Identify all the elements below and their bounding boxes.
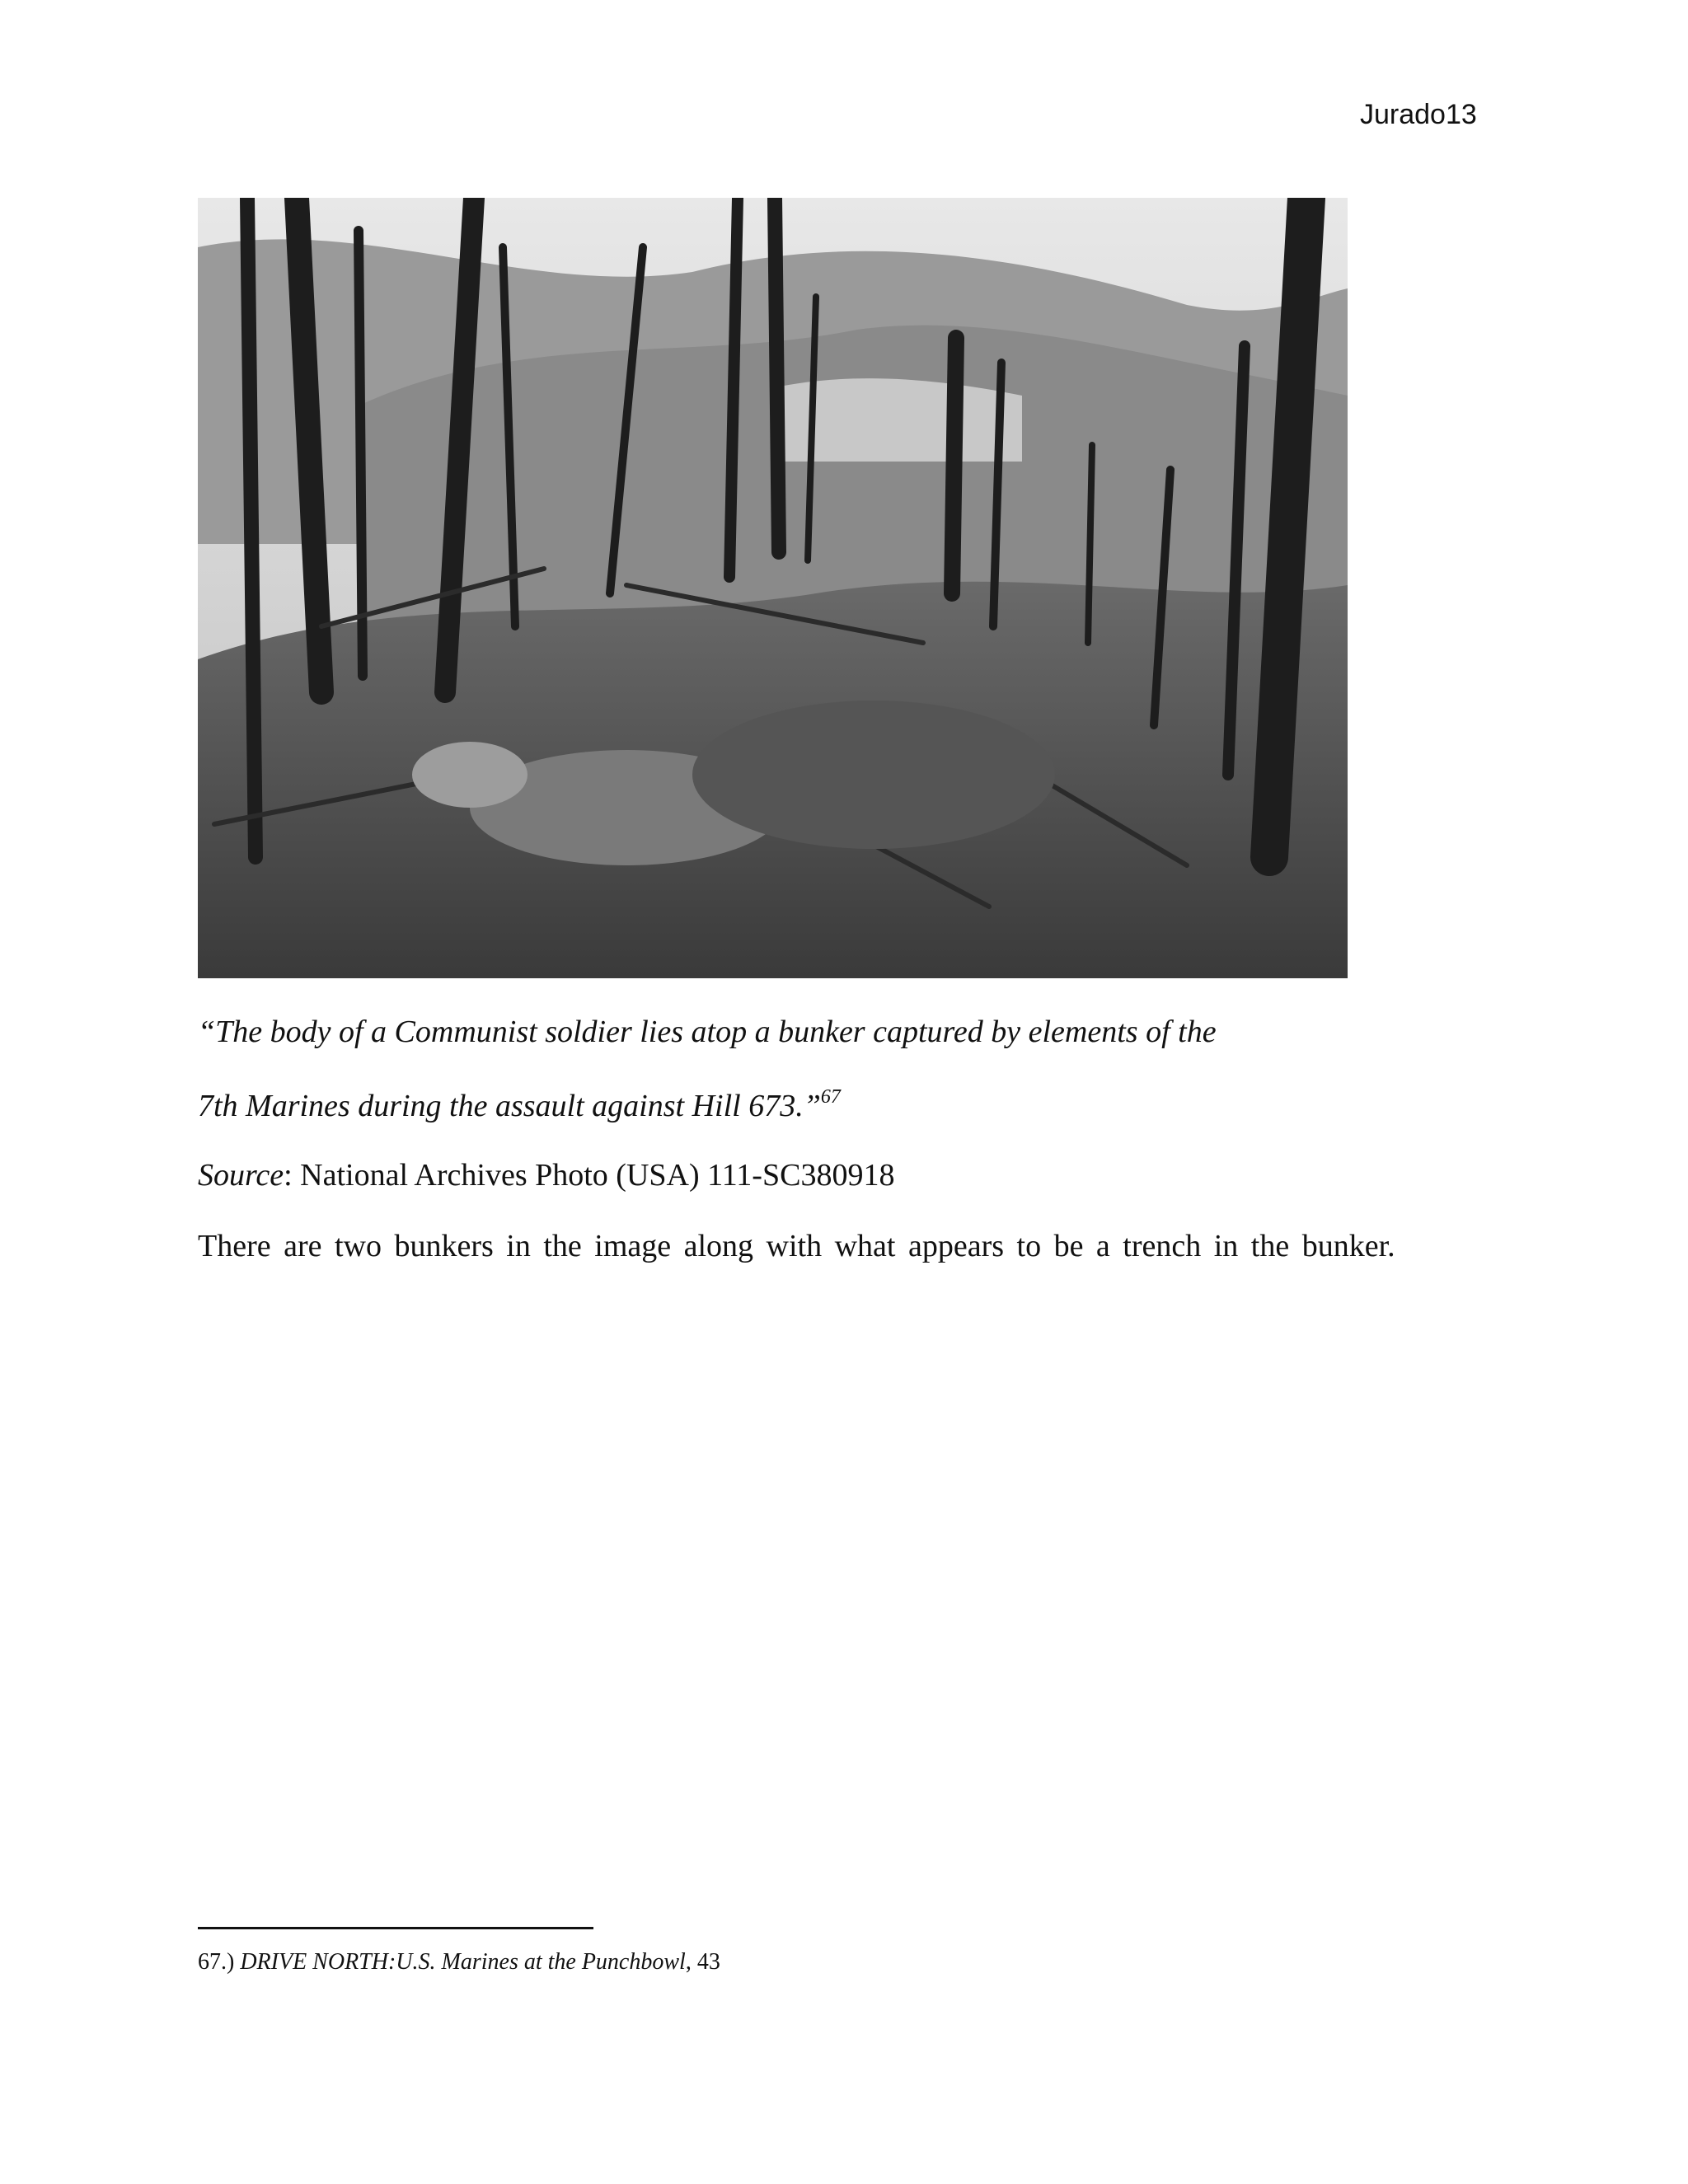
footnote-reference: 67 [820, 1086, 841, 1108]
footnote-divider [198, 1927, 593, 1929]
caption-line-1: “The body of a Communist soldier lies atop a bunker captured by elements of the [198, 1015, 1217, 1049]
footnote-page: , 43 [685, 1949, 720, 1975]
footnote-title: DRIVE NORTH:U.S. Marines at the Punchbowl [240, 1949, 686, 1975]
body-paragraph: There are two bunkers in the image along with what appears to be a trench in the bunker. [198, 1229, 1395, 1263]
photo-hill-673-bunker [198, 198, 1348, 978]
source-text: : National Archives Photo (USA) 111-SC380918 [284, 1158, 895, 1193]
footnote [198, 1949, 720, 1975]
source-label: Source [198, 1158, 284, 1193]
page-header: Jurado13 [1360, 99, 1477, 130]
caption-line-2-text: 7th Marines during the assault against Hill 673.” [198, 1089, 821, 1123]
caption-line-2 [198, 1086, 1467, 1124]
source-line [198, 1157, 894, 1193]
footnote-number: 67.) [198, 1949, 241, 1975]
